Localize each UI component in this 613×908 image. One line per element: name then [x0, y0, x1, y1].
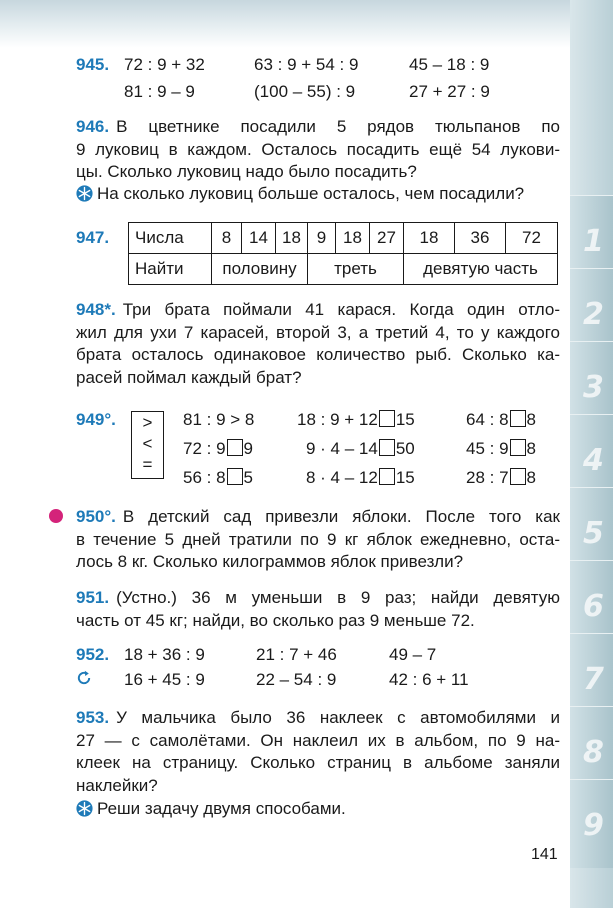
sidebar-tab: 1 — [570, 195, 613, 284]
exercise-number: 950°. — [76, 507, 116, 526]
comparison: 9 · 4 – 14 50 — [306, 439, 415, 458]
sidebar-tab: 9 — [570, 779, 613, 868]
difficulty-dot-icon — [49, 509, 63, 523]
extra-task-text: На сколько луковиц больше осталось, чем посадили? — [97, 184, 525, 203]
sign: = — [142, 455, 153, 474]
text-line: В цветнике посадили 5 рядов тюльпанов по — [116, 117, 560, 136]
numbers-table — [128, 222, 558, 285]
table-cell: половину — [212, 254, 308, 285]
answer-box[interactable] — [227, 439, 243, 456]
sign: < — [142, 434, 153, 453]
comparison: 28 : 7 8 — [466, 468, 537, 487]
table-cell: 8 — [212, 223, 242, 254]
text-line: клеек на страницу. Сколько страниц в альбоме заняли — [76, 753, 560, 772]
exercise-number: 947. — [76, 228, 110, 247]
text-line: В детский сад привезли яблоки. После того как — [122, 507, 560, 526]
exercise-number: 953. — [76, 708, 110, 727]
sidebar-tab: 2 — [570, 268, 613, 357]
text-line: Три брата поймали 41 карася. Когда один отло- — [122, 300, 560, 319]
expression: 16 + 45 : 9 — [124, 670, 205, 689]
text-line: расей поймал каждый брат? — [76, 367, 302, 387]
text-line: У мальчика было 36 наклеек с автомобилями и — [116, 708, 560, 727]
text-line: наклейки? — [76, 775, 158, 795]
text-line: в течение 5 дней тратили по 9 кг яблок ежедневно, оста- — [76, 529, 560, 549]
text-line: жил для ухи 7 карасей, второй 3, а третий 4, то у каждого — [76, 322, 560, 342]
answer-box[interactable] — [227, 468, 243, 485]
text-line: (Устно.) 36 м уменьши в 9 раз; найди девятую — [116, 588, 560, 607]
table-cell: треть — [308, 254, 404, 285]
expression: 72 : 9 + 32 — [124, 55, 205, 74]
expression: 21 : 7 + 46 — [256, 645, 337, 664]
comparison: 64 : 8 8 — [466, 410, 537, 429]
expression: 42 : 6 + 11 — [389, 670, 469, 689]
text-line: 27 — с самолётами. Он наклеил их в альбом, по 9 на- — [76, 730, 560, 750]
extra-task — [76, 799, 346, 819]
answer-box[interactable] — [510, 410, 526, 427]
sign: > — [142, 413, 153, 432]
answer-box[interactable] — [379, 410, 395, 427]
comparison: 56 : 8 5 — [183, 468, 254, 487]
text-line: часть от 45 кг; найди, во сколько раз 9 меньше 72. — [76, 610, 475, 630]
table-cell: девятую часть — [404, 254, 558, 285]
comparison: 81 : 9 > 8 — [183, 410, 255, 429]
text-line: цы. Сколько луковиц надо было посадить? — [76, 162, 417, 181]
table-cell: 18 — [404, 223, 455, 254]
snowflake-icon — [76, 800, 93, 817]
expression: 22 – 54 : 9 — [256, 670, 337, 689]
table-cell: 72 — [506, 223, 558, 254]
comparison: 72 : 9 9 — [183, 439, 254, 458]
snowflake-icon — [76, 185, 93, 202]
expression: 45 – 18 : 9 — [409, 55, 490, 74]
table-cell: 18 — [276, 223, 308, 254]
exercise-950 — [76, 506, 560, 574]
table-cell: 9 — [308, 223, 336, 254]
exercise-number: 946. — [76, 117, 110, 136]
comparison: 18 : 9 + 12 15 — [297, 410, 415, 429]
exercise-953 — [76, 707, 560, 797]
answer-box[interactable] — [379, 468, 395, 485]
answer-box[interactable] — [510, 468, 526, 485]
sidebar-tab: 5 — [570, 487, 613, 576]
exercise-number: 952. — [76, 645, 110, 664]
exercise-948 — [76, 299, 560, 389]
table-row-label: Числа — [129, 223, 212, 254]
table-cell: 14 — [242, 223, 276, 254]
table-cell: 18 — [336, 223, 370, 254]
sidebar-tab: 4 — [570, 414, 613, 503]
sidebar-tab: 6 — [570, 560, 613, 649]
exercise-946 — [76, 116, 560, 184]
expression: 18 + 36 : 9 — [124, 645, 205, 664]
sidebar-tab: 8 — [570, 706, 613, 795]
chapter-sidebar — [570, 0, 613, 908]
answer-box[interactable] — [510, 439, 526, 456]
text-line: лось 8 кг. Сколько килограммов яблок привезли? — [76, 552, 464, 571]
expression: 63 : 9 + 54 : 9 — [254, 55, 359, 74]
answer-box[interactable] — [379, 439, 395, 456]
top-band — [0, 0, 613, 48]
comparison: 45 : 9 8 — [466, 439, 537, 458]
exercise-951 — [76, 587, 560, 632]
cycle-icon — [76, 670, 92, 686]
table-cell: 27 — [370, 223, 404, 254]
sidebar-tab: 3 — [570, 341, 613, 430]
extra-task-text: Реши задачу двумя способами. — [97, 799, 346, 818]
extra-task — [76, 184, 524, 204]
comparison: 8 · 4 – 12 15 — [306, 468, 415, 487]
table-cell: 36 — [455, 223, 506, 254]
exercise-number: 951. — [76, 588, 110, 607]
exercise-number: 949°. — [76, 410, 116, 429]
expression: 81 : 9 – 9 — [124, 82, 195, 101]
exercise-number: 945. — [76, 55, 110, 74]
expression: (100 – 55) : 9 — [254, 82, 356, 101]
expression: 49 – 7 — [389, 645, 437, 664]
text-line: брата осталось одинаковое количество рыб. Сколько ка- — [76, 345, 560, 364]
expression: 27 + 27 : 9 — [409, 82, 490, 101]
exercise-number: 948*. — [76, 300, 116, 319]
sidebar-tab: 7 — [570, 633, 613, 722]
comparison-signs-box — [131, 411, 164, 479]
text-line: 9 луковиц в каждом. Осталось посадить ещё 54 лукови- — [76, 139, 560, 159]
table-row-label: Найти — [129, 254, 212, 285]
page-number: 141 — [531, 846, 558, 863]
